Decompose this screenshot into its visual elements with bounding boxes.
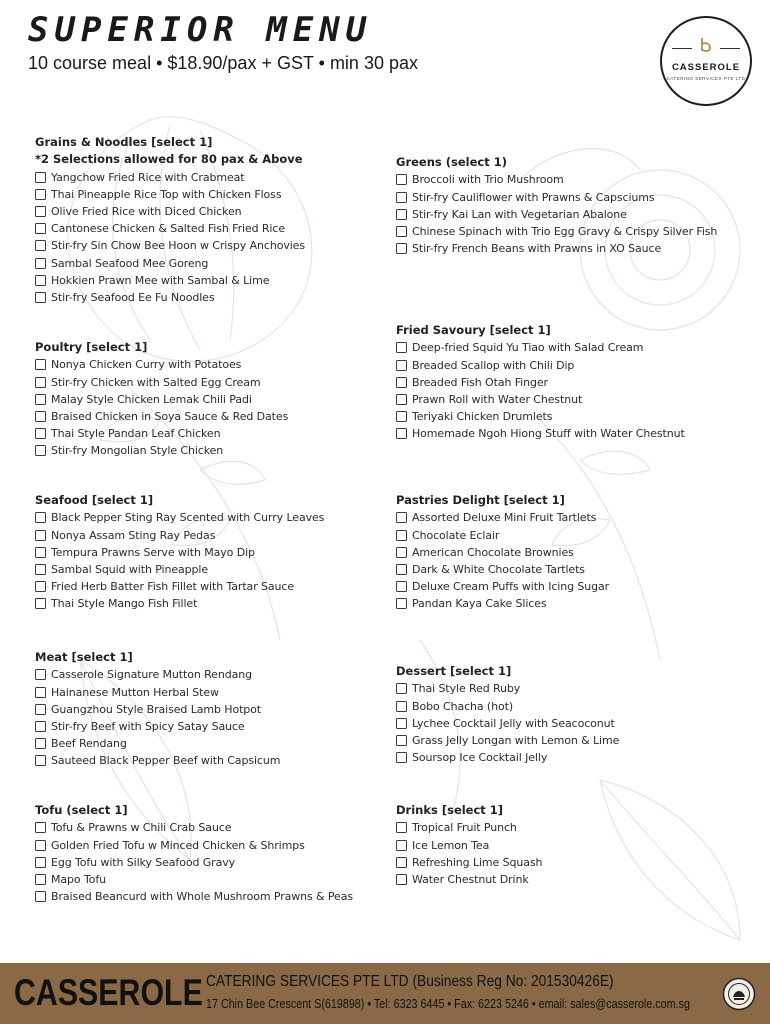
menu-item-checkbox[interactable] <box>35 687 46 698</box>
menu-item[interactable] <box>35 544 395 561</box>
menu-item-checkbox[interactable] <box>396 512 407 523</box>
menu-item-checkbox[interactable] <box>396 411 407 422</box>
menu-section <box>396 492 756 612</box>
menu-item-checkbox[interactable] <box>35 891 46 902</box>
menu-item[interactable] <box>396 188 756 205</box>
pot-emblem-icon <box>696 35 716 55</box>
menu-item-checkbox[interactable] <box>35 377 46 388</box>
menu-item[interactable] <box>35 595 395 612</box>
menu-item-checkbox[interactable] <box>396 564 407 575</box>
menu-item[interactable] <box>35 442 395 459</box>
footer-band <box>0 963 770 1024</box>
menu-item[interactable] <box>396 749 756 766</box>
menu-item-checkbox[interactable] <box>35 840 46 851</box>
menu-item[interactable] <box>396 391 756 408</box>
menu-section <box>35 134 395 306</box>
menu-item-label: Sauteed Black Pepper Beef with Capsicum <box>51 754 281 768</box>
menu-item-checkbox[interactable] <box>396 360 407 371</box>
menu-item-checkbox[interactable] <box>35 189 46 200</box>
menu-item-checkbox[interactable] <box>35 240 46 251</box>
menu-item-label: Water Chestnut Drink <box>412 872 529 886</box>
menu-item-checkbox[interactable] <box>396 377 407 388</box>
menu-item-label: Guangzhou Style Braised Lamb Hotpot <box>51 702 262 716</box>
menu-item[interactable] <box>35 735 395 752</box>
menu-item-checkbox[interactable] <box>396 394 407 405</box>
menu-item[interactable] <box>35 356 395 373</box>
section-note: *2 Selections allowed for 80 pax & Above <box>35 152 303 167</box>
menu-title: SUPERIOR MENU <box>28 10 373 50</box>
menu-item[interactable] <box>396 871 756 888</box>
logo-rule-left <box>672 48 692 49</box>
menu-item-label: Stir-fry Cauliflower with Prawns & Capsciums <box>412 190 655 204</box>
menu-item-label: Golden Fried Tofu w Minced Chicken & Shrimps <box>51 838 305 852</box>
menu-item-checkbox[interactable] <box>35 411 46 422</box>
menu-item-checkbox[interactable] <box>396 683 407 694</box>
menu-item-label: Homemade Ngoh Hiong Stuff with Water Chestnut <box>412 427 685 441</box>
menu-item-checkbox[interactable] <box>396 857 407 868</box>
menu-item-label: Breaded Scallop with Chili Dip <box>412 358 575 372</box>
logo-rule-right <box>720 48 740 49</box>
menu-item[interactable] <box>35 169 395 186</box>
menu-item-checkbox[interactable] <box>396 581 407 592</box>
menu-item[interactable] <box>35 186 395 203</box>
menu-item-label: Bobo Chacha (hot) <box>412 699 514 713</box>
menu-section <box>35 492 395 612</box>
menu-item[interactable] <box>396 339 756 356</box>
menu-item-label: Egg Tofu with Silky Seafood Gravy <box>51 855 236 869</box>
menu-item-checkbox[interactable] <box>396 428 407 439</box>
menu-item[interactable] <box>35 373 395 390</box>
menu-item[interactable] <box>396 854 756 871</box>
casserole-logo <box>660 16 752 106</box>
menu-item-label: Stir-fry Beef with Spicy Satay Sauce <box>51 719 245 733</box>
menu-item-label: Grass Jelly Longan with Lemon & Lime <box>412 733 620 747</box>
menu-item-label: Broccoli with Trio Mushroom <box>412 173 564 187</box>
menu-item-label: Hokkien Prawn Mee with Sambal & Lime <box>51 273 270 287</box>
menu-item[interactable] <box>396 732 756 749</box>
menu-item-checkbox[interactable] <box>35 669 46 680</box>
menu-item-label: Deep-fried Squid Yu Tiao with Salad Cream <box>412 341 644 355</box>
menu-item-label: Stir-fry Mongolian Style Chicken <box>51 444 224 458</box>
section-title: Greens (select 1) <box>396 155 507 169</box>
section-title: Fried Savoury [select 1] <box>396 323 551 337</box>
menu-item-checkbox[interactable] <box>396 840 407 851</box>
menu-item[interactable] <box>396 223 756 240</box>
menu-item[interactable] <box>35 701 395 718</box>
menu-item[interactable] <box>35 819 395 836</box>
menu-section <box>396 154 756 257</box>
menu-item-label: Stir-fry Seafood Ee Fu Noodles <box>51 291 215 304</box>
menu-item-checkbox[interactable] <box>35 292 46 303</box>
menu-item[interactable] <box>396 374 756 391</box>
menu-item-label: Pandan Kaya Cake Slices <box>412 597 547 611</box>
menu-item-checkbox[interactable] <box>35 874 46 885</box>
section-title: Dessert [select 1] <box>396 664 512 678</box>
menu-subtitle: 10 course meal • $18.90/pax + GST • min 30 pax <box>28 53 418 73</box>
menu-item-checkbox[interactable] <box>396 342 407 353</box>
menu-item-label: Olive Fried Rice with Diced Chicken <box>51 205 242 219</box>
section-title: Meat [select 1] <box>35 650 133 664</box>
menu-item[interactable] <box>35 561 395 578</box>
menu-item-checkbox[interactable] <box>35 738 46 749</box>
menu-section <box>396 802 756 888</box>
menu-item-checkbox[interactable] <box>396 209 407 220</box>
menu-item[interactable] <box>35 237 395 254</box>
menu-item[interactable] <box>396 680 756 697</box>
menu-item[interactable] <box>396 171 756 188</box>
menu-item[interactable] <box>35 683 395 700</box>
menu-item[interactable] <box>35 425 395 442</box>
menu-item-label: Deluxe Cream Puffs with Icing Sugar <box>412 580 610 594</box>
menu-item[interactable] <box>396 578 756 595</box>
menu-item-label: Chocolate Eclair <box>412 528 500 542</box>
menu-item-label: Dark & White Chocolate Tartlets <box>412 562 585 576</box>
menu-item-label: Mapo Tofu <box>51 872 106 886</box>
menu-item[interactable] <box>35 836 395 853</box>
menu-item-checkbox[interactable] <box>35 581 46 592</box>
menu-item-checkbox[interactable] <box>35 394 46 405</box>
menu-item[interactable] <box>35 578 395 595</box>
menu-item[interactable] <box>35 871 395 888</box>
menu-item-checkbox[interactable] <box>35 857 46 868</box>
menu-item-checkbox[interactable] <box>35 359 46 370</box>
menu-item-checkbox[interactable] <box>396 192 407 203</box>
menu-item[interactable] <box>35 408 395 425</box>
menu-item-checkbox[interactable] <box>396 226 407 237</box>
menu-item-label: Nonya Assam Sting Ray Pedas <box>51 528 216 542</box>
menu-item-label: Nonya Chicken Curry with Potatoes <box>51 358 242 372</box>
footer-address: 17 Chin Bee Crescent S(619898) • Tel: 6323 6445 • Fax: 6223 5246 • email: sales@casserole.com.sg <box>206 997 690 1011</box>
menu-item[interactable] <box>396 836 756 853</box>
menu-item-checkbox[interactable] <box>35 755 46 766</box>
menu-item-checkbox[interactable] <box>35 223 46 234</box>
footer-company: CATERING SERVICES PTE LTD (Business Reg No: 201530426E) <box>206 973 614 990</box>
menu-item[interactable] <box>35 752 395 769</box>
menu-item-label: Sambal Seafood Mee Goreng <box>51 256 209 270</box>
menu-item-label: Stir-fry Kai Lan with Vegetarian Abalone <box>412 207 627 221</box>
menu-item[interactable] <box>35 718 395 735</box>
menu-item-label: Sambal Squid with Pineapple <box>51 562 209 576</box>
menu-item-label: Stir-fry Sin Chow Bee Hoon w Crispy Anchovies <box>51 239 305 253</box>
menu-item[interactable] <box>35 509 395 526</box>
menu-item-label: Lychee Cocktail Jelly with Seacoconut <box>412 716 615 730</box>
section-title: Grains & Noodles [select 1] <box>35 135 213 149</box>
section-title: Drinks [select 1] <box>396 803 504 817</box>
menu-item-checkbox[interactable] <box>396 822 407 833</box>
menu-item[interactable] <box>396 356 756 373</box>
menu-item-label: Stir-fry Chicken with Salted Egg Cream <box>51 375 261 389</box>
menu-item-checkbox[interactable] <box>396 718 407 729</box>
section-title: Tofu (select 1] <box>35 803 128 817</box>
menu-item-checkbox[interactable] <box>396 174 407 185</box>
menu-item-label: Stir-fry French Beans with Prawns in XO Sauce <box>412 242 662 256</box>
menu-item-checkbox[interactable] <box>35 258 46 269</box>
menu-item-label: Beef Rendang <box>51 737 127 751</box>
menu-item-checkbox[interactable] <box>396 530 407 541</box>
menu-item[interactable] <box>396 715 756 732</box>
menu-item-label: Ice Lemon Tea <box>412 838 490 852</box>
menu-item-checkbox[interactable] <box>396 598 407 609</box>
menu-item-label: Tempura Prawns Serve with Mayo Dip <box>51 545 255 559</box>
menu-item-checkbox[interactable] <box>396 547 407 558</box>
menu-item-label: Assorted Deluxe Mini Fruit Tartlets <box>412 511 597 525</box>
menu-item[interactable] <box>396 425 756 442</box>
menu-item-checkbox[interactable] <box>35 428 46 439</box>
menu-item[interactable] <box>35 391 395 408</box>
menu-item[interactable] <box>35 255 395 272</box>
menu-item[interactable] <box>35 220 395 237</box>
menu-item[interactable] <box>35 289 395 306</box>
section-title: Poultry [select 1] <box>35 340 148 354</box>
menu-item[interactable] <box>396 408 756 425</box>
menu-item-label: Soursop Ice Cocktail Jelly <box>412 751 548 765</box>
menu-item[interactable] <box>396 206 756 223</box>
menu-item-checkbox[interactable] <box>396 735 407 746</box>
menu-item-label: Cantonese Chicken & Salted Fish Fried Rice <box>51 222 286 236</box>
menu-item-checkbox[interactable] <box>35 564 46 575</box>
menu-item-checkbox[interactable] <box>35 598 46 609</box>
menu-item[interactable] <box>35 272 395 289</box>
logo-tagline: CATERING SERVICES PTE LTD <box>666 76 746 81</box>
menu-item-checkbox[interactable] <box>35 721 46 732</box>
menu-item-label: Black Pepper Sting Ray Scented with Curry Leaves <box>51 511 325 525</box>
menu-item[interactable] <box>396 697 756 714</box>
menu-item-checkbox[interactable] <box>35 206 46 217</box>
menu-item-label: Refreshing Lime Squash <box>412 855 543 869</box>
footer-brand: CASSEROLE <box>14 972 203 1013</box>
menu-item-checkbox[interactable] <box>35 530 46 541</box>
menu-item-label: Hainanese Mutton Herbal Stew <box>51 685 219 699</box>
menu-item[interactable] <box>35 854 395 871</box>
menu-item-checkbox[interactable] <box>35 275 46 286</box>
menu-item[interactable] <box>396 819 756 836</box>
menu-item-label: Braised Beancurd with Whole Mushroom Prawns & Peas <box>51 890 354 904</box>
menu-item-label: Prawn Roll with Water Chestnut <box>412 392 583 406</box>
menu-section <box>396 663 756 766</box>
menu-item[interactable] <box>396 509 756 526</box>
menu-item[interactable] <box>35 888 395 905</box>
halal-seal-icon <box>722 977 756 1011</box>
logo-name: CASSEROLE <box>671 62 741 73</box>
menu-item[interactable] <box>35 203 395 220</box>
menu-item-label: Malay Style Chicken Lemak Chili Padi <box>51 392 252 406</box>
menu-item-label: Yangchow Fried Rice with Crabmeat <box>51 170 245 184</box>
menu-item-checkbox[interactable] <box>396 874 407 885</box>
menu-section <box>35 802 395 905</box>
menu-item-label: Chinese Spinach with Trio Egg Gravy & Crispy Silver Fish <box>412 224 718 238</box>
menu-item-label: Fried Herb Batter Fish Fillet with Tartar Sauce <box>51 580 295 594</box>
menu-item-label: Teriyaki Chicken Drumlets <box>412 410 553 424</box>
menu-section <box>396 322 756 442</box>
menu-item-label: Thai Style Mango Fish Fillet <box>51 597 198 611</box>
menu-item-label: Tofu & Prawns w Chili Crab Sauce <box>51 821 232 835</box>
menu-section <box>35 339 395 459</box>
menu-item-checkbox[interactable] <box>396 243 407 254</box>
menu-item-checkbox[interactable] <box>35 512 46 523</box>
menu-item-label: Breaded Fish Otah Finger <box>412 375 548 389</box>
menu-item-label: Thai Style Pandan Leaf Chicken <box>51 427 221 441</box>
section-title: Pastries Delight [select 1] <box>396 493 565 507</box>
menu-item-checkbox[interactable] <box>35 445 46 456</box>
menu-item-checkbox[interactable] <box>396 701 407 712</box>
menu-item-label: Thai Style Red Ruby <box>412 682 521 696</box>
menu-item[interactable] <box>396 561 756 578</box>
menu-item-label: Casserole Signature Mutton Rendang <box>51 668 252 682</box>
menu-item-checkbox[interactable] <box>35 704 46 715</box>
menu-item-checkbox[interactable] <box>35 172 46 183</box>
menu-item[interactable] <box>396 526 756 543</box>
menu-item-label: Braised Chicken in Soya Sauce & Red Dates <box>51 409 289 423</box>
menu-item[interactable] <box>396 240 756 257</box>
menu-item[interactable] <box>396 544 756 561</box>
menu-item-checkbox[interactable] <box>396 752 407 763</box>
menu-item-label: Tropical Fruit Punch <box>412 821 517 835</box>
menu-item[interactable] <box>396 595 756 612</box>
menu-item-checkbox[interactable] <box>35 822 46 833</box>
menu-item-label: American Chocolate Brownies <box>412 545 574 559</box>
section-title: Seafood [select 1] <box>35 493 154 507</box>
menu-item[interactable] <box>35 666 395 683</box>
menu-item-checkbox[interactable] <box>35 547 46 558</box>
menu-item-label: Thai Pineapple Rice Top with Chicken Floss <box>51 187 282 201</box>
menu-section <box>35 649 395 769</box>
menu-item[interactable] <box>35 526 395 543</box>
